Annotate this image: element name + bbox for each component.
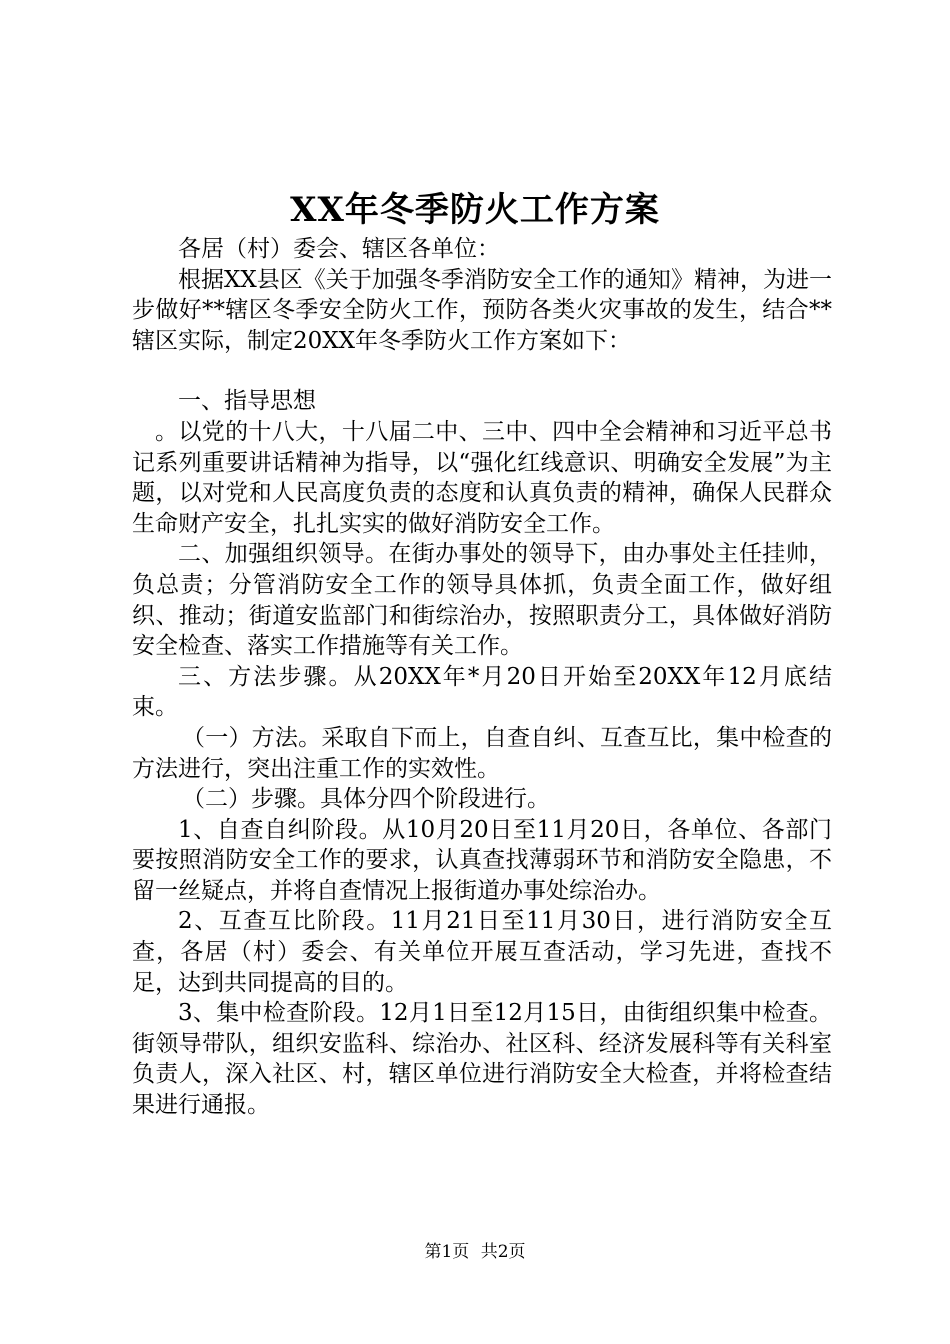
stage-2-paragraph: 2、互查互比阶段。11月21日至11月30日，进行消防安全互查，各居（村）委会、有关单位开展互查活动，学习先进，查找不足，达到共同提高的目的。 [132, 908, 832, 996]
stage-1-paragraph: 1、自查自纠阶段。从10月20日至11月20日，各单位、各部门要按照消防安全工作的要求，认真查找薄弱环节和消防安全隐患，不留一丝疑点，并将自查情况上报街道办事处综治办。 [132, 816, 832, 904]
method-paragraph: （一）方法。采取自下而上，自查自纠、互查互比，集中检查的方法进行，突出注重工作的实效性。 [132, 724, 832, 782]
intro-paragraph: 根据XX县区《关于加强冬季消防安全工作的通知》精神，为进一步做好**辖区冬季安全防火工作，预防各类火灾事故的发生，结合**辖区实际，制定20XX年冬季防火工作方案如下： [132, 266, 832, 354]
steps-paragraph: （二）步骤。具体分四个阶段进行。 [182, 786, 550, 813]
guiding-thought-paragraph: 。以党的十八大，十八届二中、三中、四中全会精神和习近平总书记系列重要讲话精神为指导，以“强化红线意识、明确安全发展”为主题，以对党和人民高度负责的态度和认真负责的精神，确保人民群众生命财产安全，扎扎实实的做好消防安全工作。 [132, 418, 832, 537]
stage-3-paragraph: 3、集中检查阶段。12月1日至12月15日，由街组织集中检查。街领导带队，组织安监科、综治办、社区科、经济发展科等有关科室负责人，深入社区、村，辖区单位进行消防安全大检查，并将检查结果进行通报。 [132, 1000, 832, 1119]
organization-paragraph: 二、加强组织领导。在街办事处的领导下，由办事处主任挂帅，负总责；分管消防安全工作的领导具体抓，负责全面工作，做好组织、推动；街道安监部门和街综治办，按照职责分工，具体做好消防安全检查、落实工作措施等有关工作。 [132, 541, 832, 660]
page-footer [0, 1240, 950, 1264]
section-heading-guiding-thought: 一、指导思想 [178, 388, 316, 415]
salutation-paragraph: 各居（村）委会、辖区各单位： [178, 236, 500, 262]
document-title: XX年冬季防火工作方案 [290, 190, 660, 230]
page-number-current: 第1页 [424, 1242, 470, 1262]
page-number-total: 共2页 [480, 1242, 526, 1262]
document-body [132, 234, 832, 1121]
methods-steps-paragraph: 三、方法步骤。从20XX年*月20日开始至20XX年12月底结束。 [132, 663, 832, 721]
